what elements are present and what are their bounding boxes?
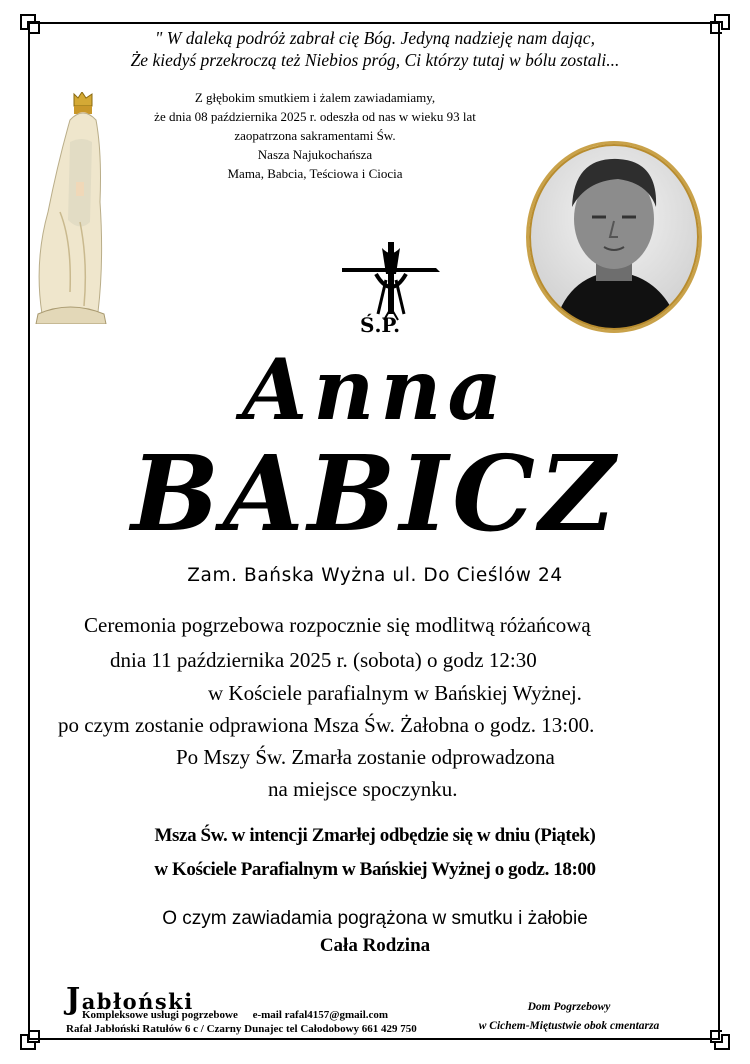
home-location: w Cichem-Miętustwie obok cmentarza bbox=[478, 1020, 660, 1032]
home-title: Dom Pogrzebowy bbox=[527, 1001, 611, 1013]
brand-rest: abłoński bbox=[81, 989, 194, 1014]
mass-line: w Kościele Parafialnym w Bańskiej Wyżnej o godz. 18:00 bbox=[154, 859, 596, 880]
ceremony-line: w Kościele parafialnym w Bańskiej Wyżnej. bbox=[208, 681, 582, 705]
madonna-statue-icon bbox=[30, 92, 110, 324]
intro-line: zaopatrzona sakramentami Św. bbox=[234, 128, 396, 143]
funeral-home-location bbox=[454, 1000, 684, 1034]
address-line: Rafał Jabłoński Ratułów 6 c / Czarny Dunajec tel Całodobowy 661 429 750 bbox=[66, 1023, 417, 1035]
email-text: e-mail rafal4157@gmail.com bbox=[252, 1009, 389, 1021]
deceased-address: Zam. Bańska Wyżna ul. Do Cieślów 24 bbox=[187, 565, 563, 586]
ceremony-line: po czym zostanie odprawiona Msza Św. Żałobna o godz. 13:00. bbox=[58, 713, 595, 737]
crucifix-icon bbox=[338, 240, 444, 336]
deceased-first-name: Anna bbox=[242, 340, 508, 439]
ceremony-line: dnia 11 października 2025 r. (sobota) o godz 12:30 bbox=[110, 648, 537, 672]
deceased-last-name: BABICZ bbox=[131, 432, 619, 555]
brand-initial: J bbox=[66, 982, 82, 1017]
ornament-corner-icon bbox=[20, 1030, 40, 1050]
deceased-portrait bbox=[522, 137, 706, 337]
ornament-corner-icon bbox=[20, 14, 40, 34]
services-text: Kompleksowe usługi pogrzebowe bbox=[82, 1009, 238, 1021]
intro-line: Z głębokim smutkiem i żalem zawiadamiamy, bbox=[194, 90, 436, 105]
intro-line: że dnia 08 października 2025 r. odeszła od nas w wieku 93 lat bbox=[154, 109, 476, 124]
closing-line: O czym zawiadamia pogrążona w smutku i żałobie bbox=[162, 908, 588, 929]
ornament-corner-icon bbox=[710, 14, 730, 34]
mass-line: Msza Św. w intencji Zmarłej odbędzie się w dniu (Piątek) bbox=[154, 825, 596, 846]
sp-label: Ś.P. bbox=[360, 313, 401, 336]
poem-line: Że kiedyś przekroczą też Niebios próg, Ci którzy tutaj w bólu zostali... bbox=[130, 50, 620, 70]
family-signature: Cała Rodzina bbox=[319, 935, 431, 956]
poem-line: " W daleką podróż zabrał cię Bóg. Jedyną nadzieję nam dając, bbox=[155, 28, 595, 48]
ceremony-line: Ceremonia pogrzebowa rozpocznie się modlitwą różańcową bbox=[84, 613, 591, 637]
announcement-intro bbox=[140, 88, 490, 183]
ceremony-line: Po Mszy Św. Zmarła zostanie odprowadzona bbox=[176, 745, 555, 769]
intro-line: Mama, Babcia, Teściowa i Ciocia bbox=[227, 166, 403, 181]
ceremony-line: na miejsce spoczynku. bbox=[268, 777, 458, 801]
ornament-corner-icon bbox=[710, 1030, 730, 1050]
funeral-home-info bbox=[66, 982, 426, 1036]
services-line bbox=[82, 1008, 426, 1022]
intro-line: Nasza Najukochańsza bbox=[257, 147, 373, 162]
